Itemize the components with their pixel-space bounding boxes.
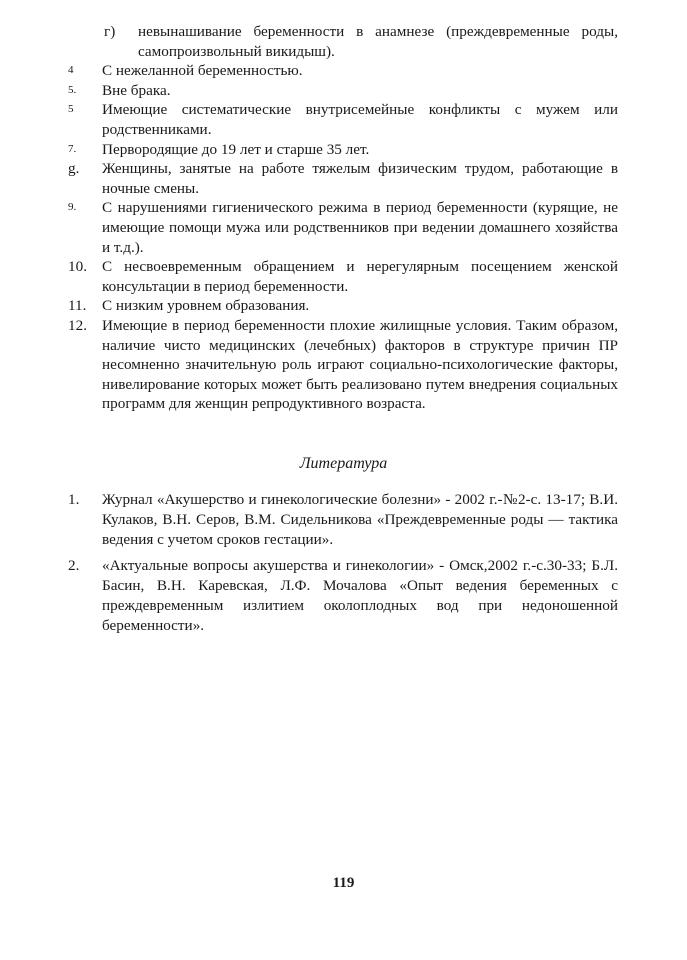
- list-item-number: 9.: [68, 201, 77, 214]
- list-item-text: Женщины, занятые на работе тяжелым физическим трудом, работающие в ночные смены.: [102, 160, 618, 197]
- list-item: [68, 257, 618, 296]
- reference-item: [68, 490, 618, 550]
- reference-number: 1.: [68, 491, 80, 508]
- list-item: [68, 296, 618, 316]
- list-item-number: 11.: [68, 297, 87, 315]
- list-item-number: 4: [68, 64, 74, 77]
- list-item-number: 5.: [68, 83, 77, 96]
- reference-item: [68, 556, 618, 636]
- list-item: [68, 61, 618, 81]
- list-item: [68, 22, 618, 61]
- list-item-number: 12.: [68, 316, 87, 334]
- list-item-number: g.: [68, 160, 80, 178]
- list-item-number: г): [104, 23, 116, 40]
- risk-factor-list: [68, 22, 618, 414]
- list-item: [68, 100, 618, 139]
- list-item: [68, 140, 618, 160]
- list-item: [68, 198, 618, 257]
- list-item: [68, 81, 618, 101]
- list-item-number: 5: [68, 103, 74, 116]
- references-heading: Литература: [299, 455, 388, 472]
- list-item-text: С низким уровнем образования.: [102, 297, 310, 315]
- reference-text: «Актуальные вопросы акушерства и гинекологии» - Омск,2002 г.-с.30-33; Б.Л. Басин, В.Н. Каревская, Л.Ф. Мочалова «Опыт ведения беременных с преждевременным излитием околоплодных вод при недоношенной беременности».: [102, 557, 618, 634]
- list-item: [68, 159, 618, 198]
- list-item-text: С несвоевременным обращением и нерегулярным посещением женской консультации в период беременности.: [102, 258, 618, 295]
- list-item: [68, 316, 618, 414]
- list-item-text: невынашивание беременности в анамнезе (преждевременные роды, самопроизвольный викидыш).: [138, 23, 618, 60]
- reference-text: Журнал «Акушерство и гинекологические болезни» - 2002 г.-№2-с. 13-17; В.И. Кулаков, В.Н. Серов, В.М. Сидельникова «Преждевременные роды — тактика ведения с учетом сроков гестации».: [102, 491, 618, 548]
- list-item-number: 10.: [68, 258, 87, 276]
- list-item-text: С нарушениями гигиенического режима в период беременности (курящие, не имеющие помощи мужа или родственников при ведении домашнего хозяйства и т.д.).: [102, 199, 618, 256]
- list-item-text: С нежеланной беременностью.: [102, 62, 303, 80]
- reference-number: 2.: [68, 557, 80, 574]
- references-list: [68, 490, 618, 642]
- list-item-text: Вне брака.: [102, 81, 171, 99]
- list-item-number: 7.: [68, 142, 77, 155]
- list-item-text: Первородящие до 19 лет и старше 35 лет.: [102, 140, 370, 158]
- list-item-text: Имеющие систематические внутрисемейные конфликты с мужем или родственниками.: [102, 101, 618, 138]
- list-item-text: Имеющие в период беременности плохие жилищные условия. Таким образом, наличие чисто медицинских (лечебных) факторов в структуре причин ПР несомненно значительную роль играют социально-психологические факторы, нивелирование которых может быть реализовано путем внедрения социальных программ для женщин репродуктивного возраста.: [102, 316, 618, 413]
- page-number: 119: [332, 875, 355, 891]
